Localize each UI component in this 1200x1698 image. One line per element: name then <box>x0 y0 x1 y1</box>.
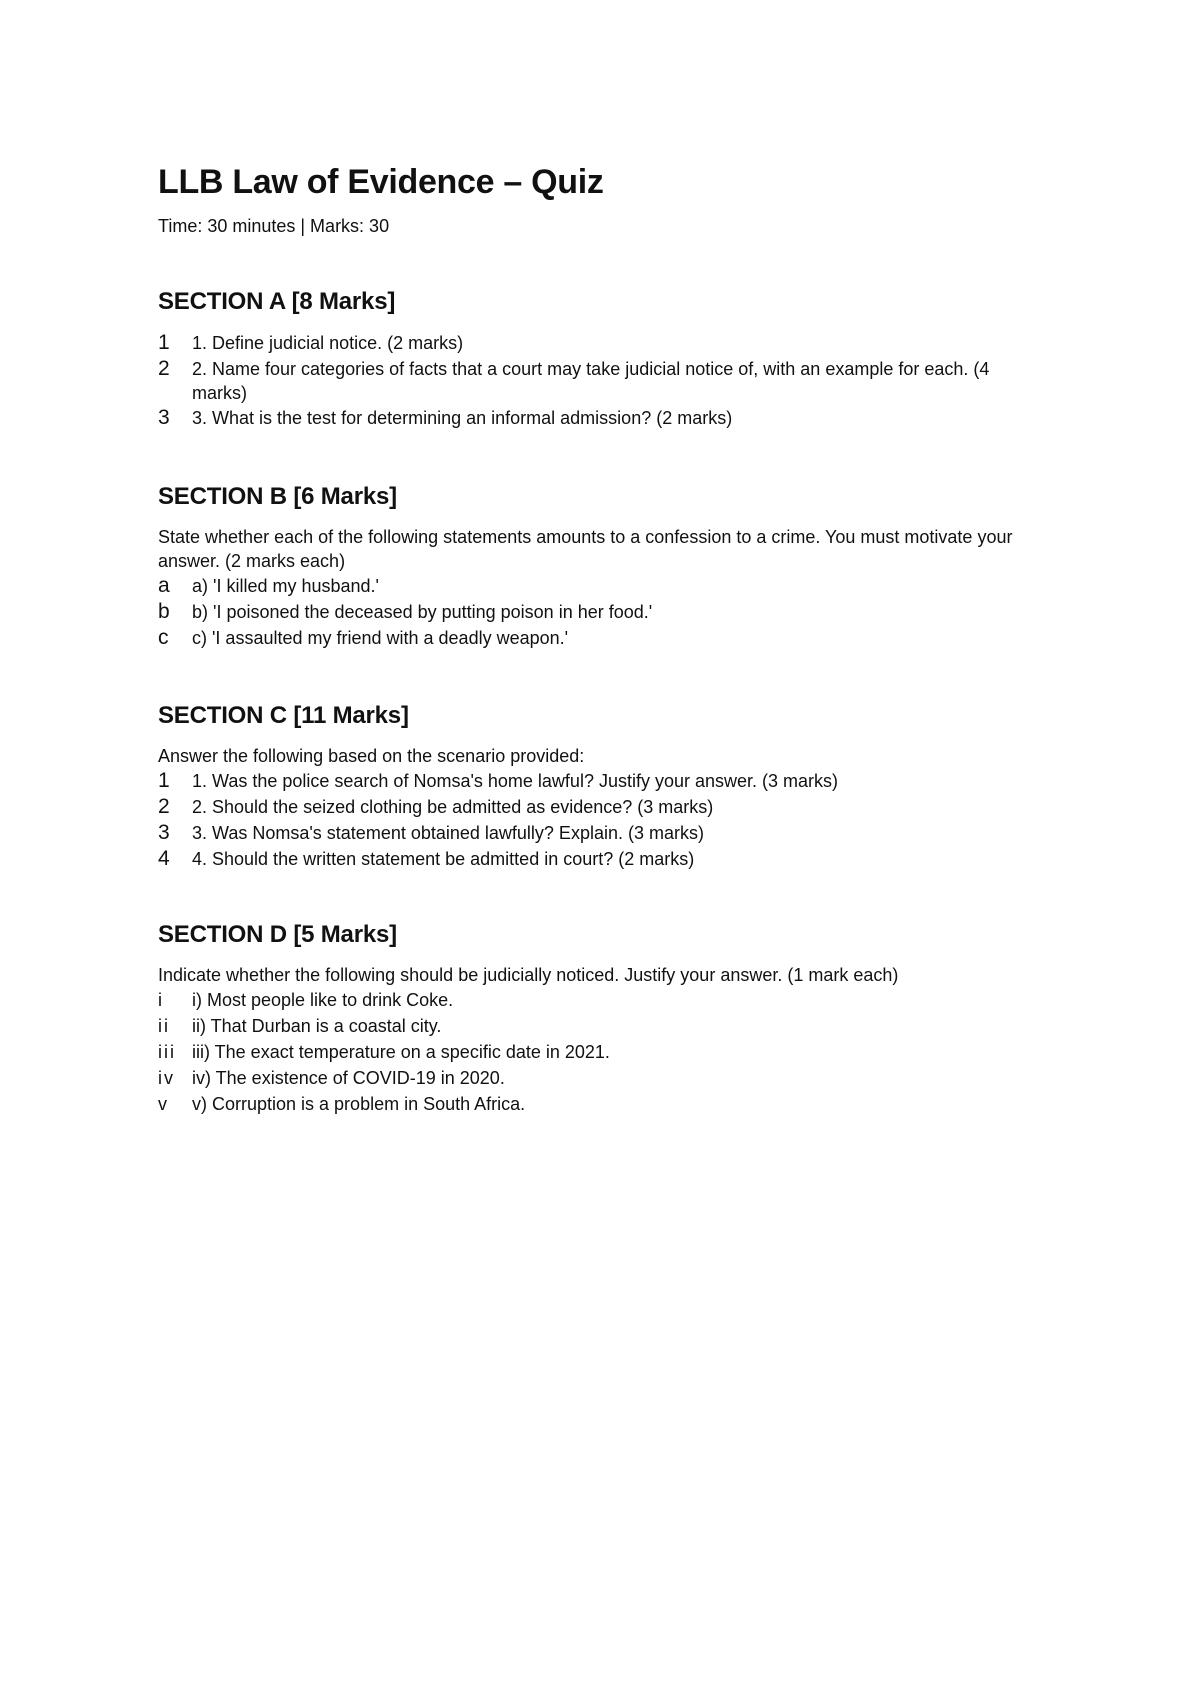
question-text: v) Corruption is a problem in South Africa. <box>192 1094 526 1114</box>
list-item <box>158 356 1038 405</box>
list-item <box>158 846 1038 872</box>
section-d <box>158 919 1038 1117</box>
section-heading: SECTION B [6 Marks] <box>158 483 397 510</box>
section-b <box>158 481 1038 651</box>
list-marker: 1 <box>158 769 170 792</box>
section-heading: SECTION D [5 Marks] <box>158 921 397 948</box>
question-text: i) Most people like to drink Coke. <box>192 990 454 1010</box>
section-heading: SECTION A [8 Marks] <box>158 288 396 315</box>
list-item <box>158 794 1038 820</box>
list-marker: b <box>158 600 170 623</box>
section-a <box>158 286 1038 431</box>
section-instructions: Answer the following based on the scenario provided: <box>158 746 585 766</box>
question-text: 3. What is the test for determining an informal admission? (2 marks) <box>192 408 733 428</box>
question-text: iii) The exact temperature on a specific date in 2021. <box>192 1042 610 1062</box>
question-text: 2. Name four categories of facts that a court may take judicial notice of, with an example for each. (4 marks) <box>192 359 990 403</box>
list-marker: i <box>158 990 164 1010</box>
list-item <box>158 987 1038 1013</box>
question-list <box>158 987 1038 1117</box>
list-item <box>158 625 1038 651</box>
question-text: ii) That Durban is a coastal city. <box>192 1016 442 1036</box>
question-list <box>158 768 1038 872</box>
list-marker: v <box>158 1094 169 1114</box>
document-title: LLB Law of Evidence – Quiz <box>158 163 604 201</box>
list-marker: 4 <box>158 847 170 870</box>
list-marker: 1 <box>158 331 170 354</box>
list-item <box>158 405 1038 431</box>
question-list <box>158 573 1038 651</box>
list-item <box>158 599 1038 625</box>
list-marker: ii <box>158 1016 170 1036</box>
question-text: 1. Define judicial notice. (2 marks) <box>192 333 464 353</box>
list-marker: 2 <box>158 357 170 380</box>
list-item <box>158 330 1038 356</box>
section-heading: SECTION C [11 Marks] <box>158 702 409 729</box>
list-marker: 3 <box>158 821 170 844</box>
question-text: 3. Was Nomsa's statement obtained lawfully? Explain. (3 marks) <box>192 823 704 843</box>
question-text: c) 'I assaulted my friend with a deadly weapon.' <box>192 628 569 648</box>
list-item <box>158 768 1038 794</box>
document-page <box>158 158 1038 1114</box>
list-item <box>158 1065 1038 1091</box>
section-c <box>158 700 1038 872</box>
question-text: a) 'I killed my husband.' <box>192 576 379 596</box>
section-instructions: State whether each of the following statements amounts to a confession to a crime. You must motivate your answer. (2 marks each) <box>158 527 1013 571</box>
list-marker: 2 <box>158 795 170 818</box>
question-text: b) 'I poisoned the deceased by putting poison in her food.' <box>192 602 653 622</box>
list-marker: a <box>158 574 170 597</box>
question-text: 2. Should the seized clothing be admitted as evidence? (3 marks) <box>192 797 714 817</box>
question-text: iv) The existence of COVID-19 in 2020. <box>192 1068 505 1088</box>
list-marker: c <box>158 626 169 649</box>
list-item <box>158 820 1038 846</box>
list-item <box>158 1039 1038 1065</box>
list-marker: iii <box>158 1042 176 1062</box>
question-text: 4. Should the written statement be admitted in court? (2 marks) <box>192 849 695 869</box>
section-instructions: Indicate whether the following should be judicially noticed. Justify your answer. (1 mark each) <box>158 965 899 985</box>
list-marker: iv <box>158 1068 175 1088</box>
question-list <box>158 330 1038 431</box>
question-text: 1. Was the police search of Nomsa's home lawful? Justify your answer. (3 marks) <box>192 771 839 791</box>
list-item <box>158 573 1038 599</box>
list-item <box>158 1091 1038 1117</box>
list-item <box>158 1013 1038 1039</box>
list-marker: 3 <box>158 406 170 429</box>
quiz-meta: Time: 30 minutes | Marks: 30 <box>158 216 390 236</box>
